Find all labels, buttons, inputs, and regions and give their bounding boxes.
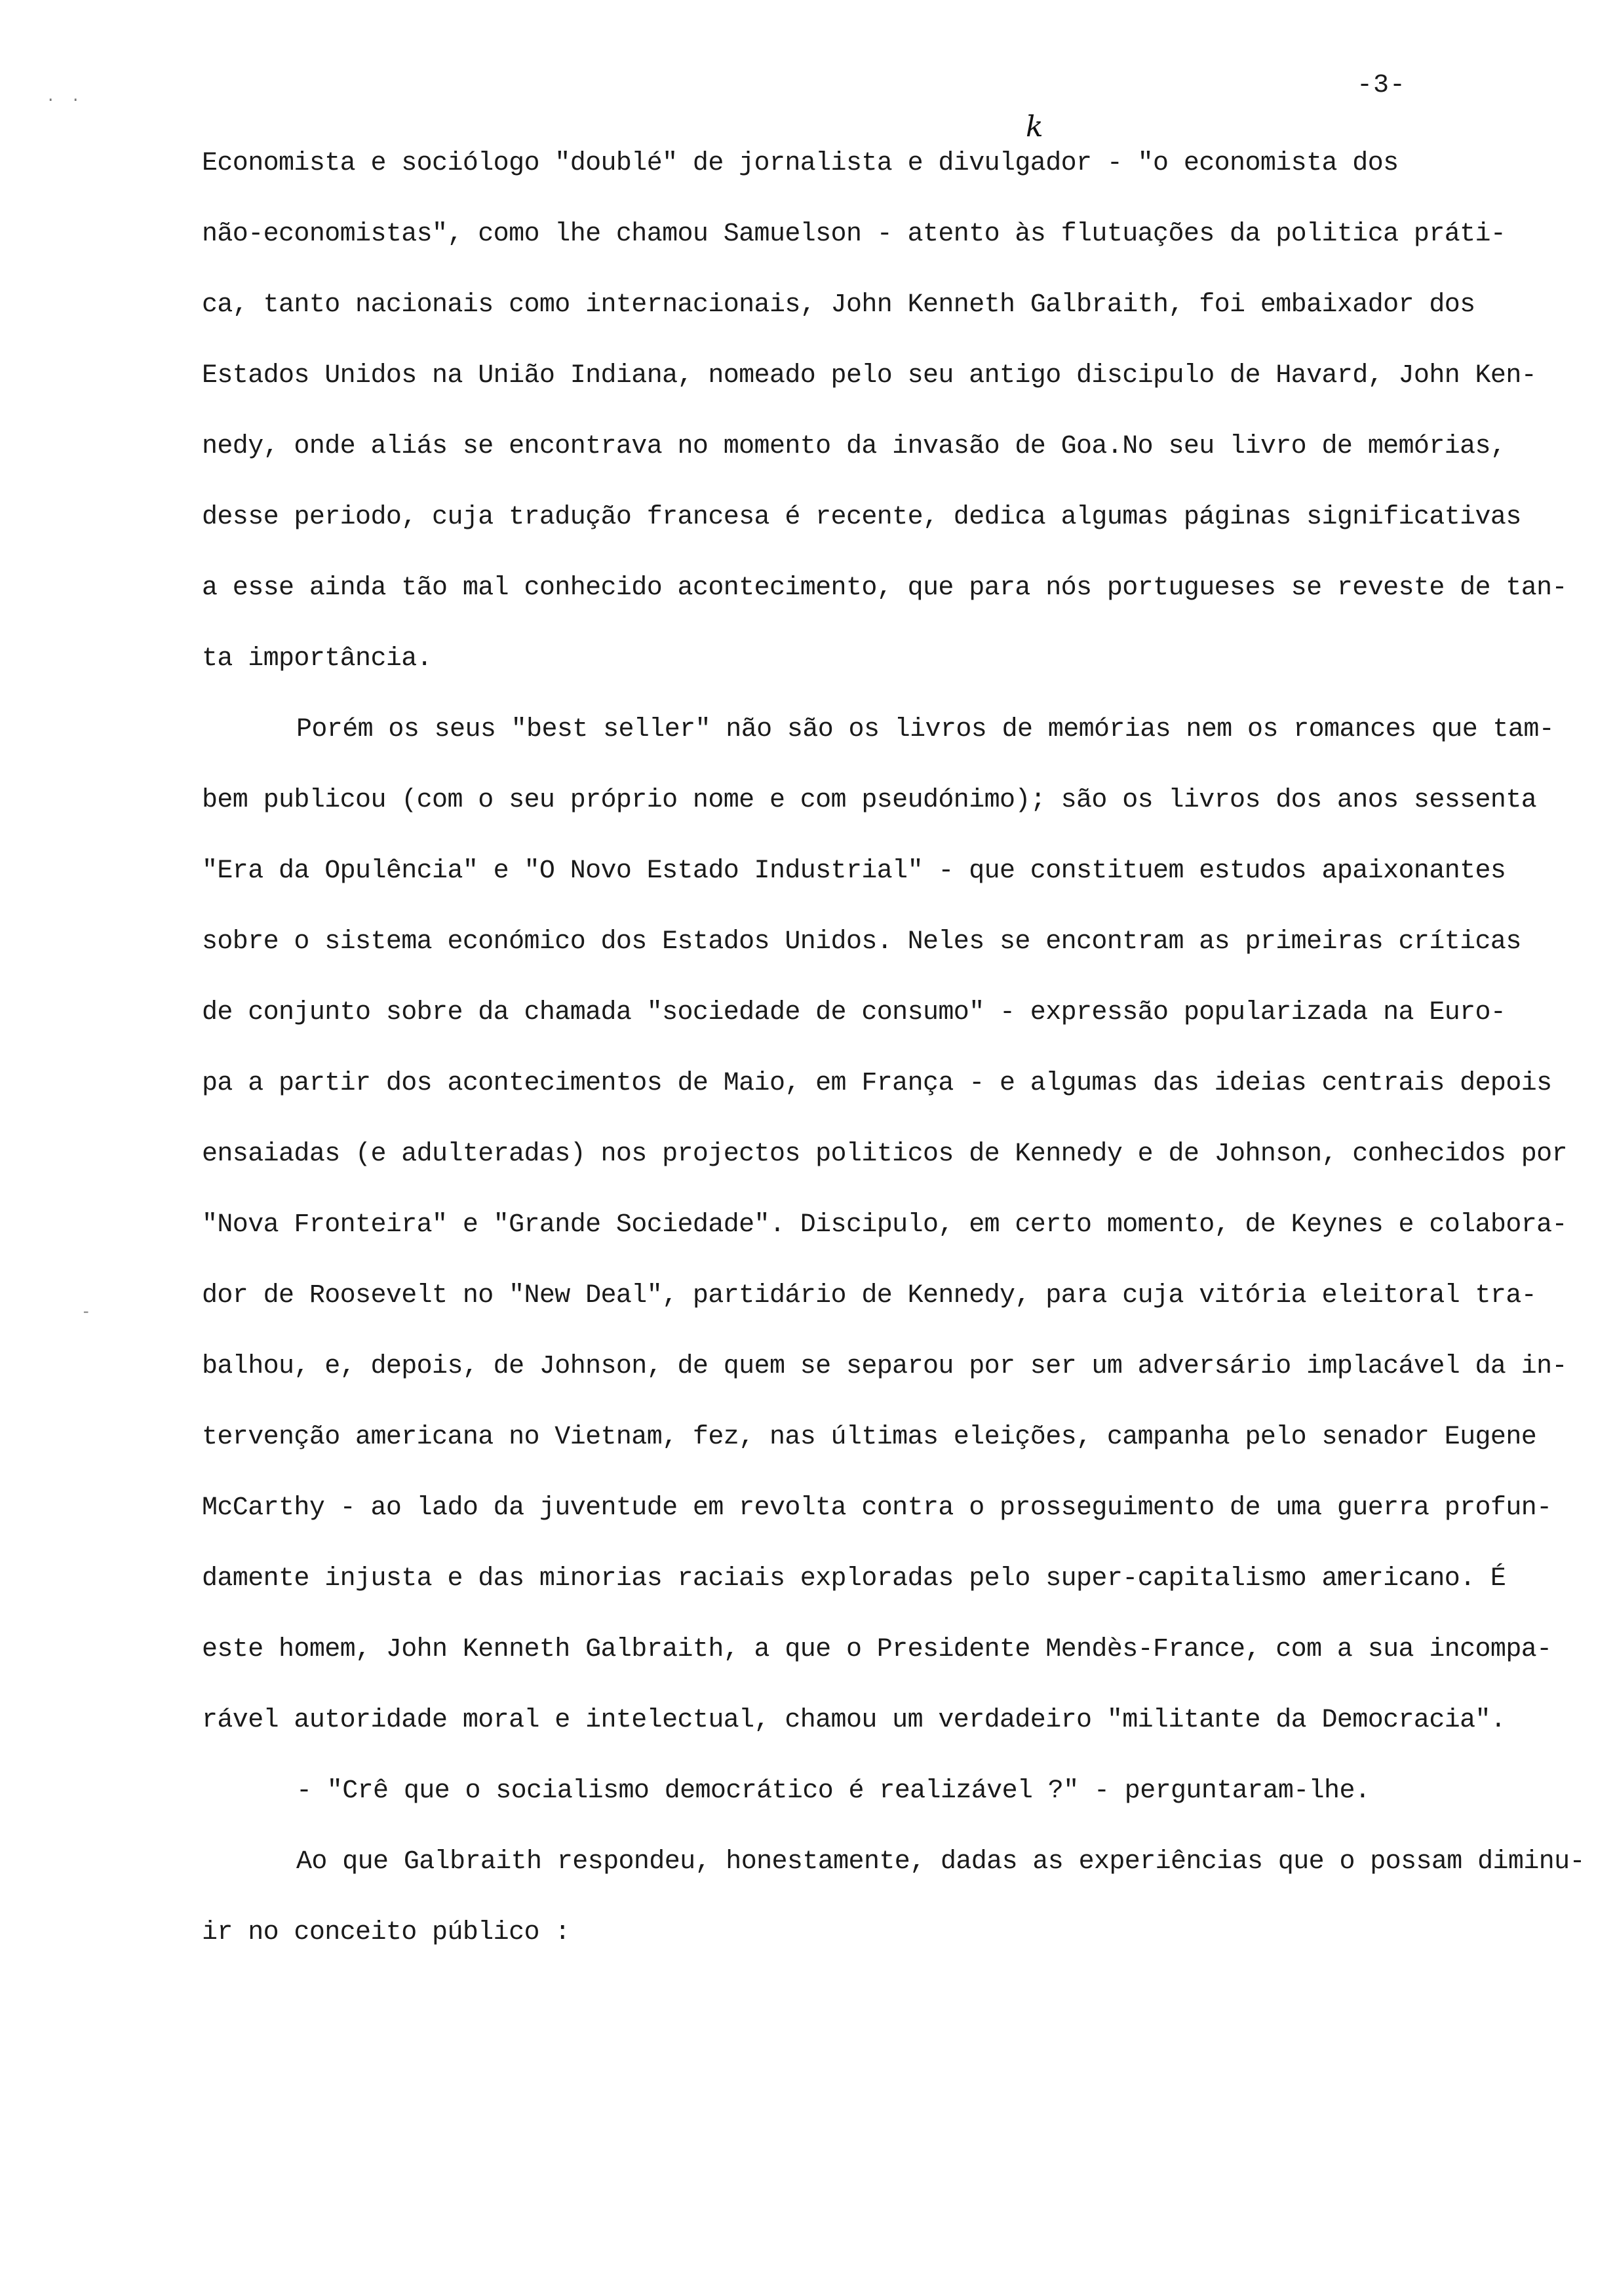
text-line: Economista e sociólogo "doublé" de jornalista e divulgador - "o economista dos [202, 149, 1399, 178]
margin-dash: - [81, 1304, 91, 1322]
text-line: não-economistas", como lhe chamou Samuelson - atento às flutuações da politica práti- [202, 220, 1506, 249]
text-line: ir no conceito público : [202, 1918, 570, 1947]
text-line: tervenção americana no Vietnam, fez, nas últimas eleições, campanha pelo senador Eugene [202, 1423, 1537, 1452]
body-text [202, 128, 1585, 1968]
text-line: a esse ainda tão mal conhecido acontecimento, que para nós portugueses se reveste de tan- [202, 573, 1567, 603]
text-line: pa a partir dos acontecimentos de Maio, em França - e algumas das ideias centrais depois [202, 1069, 1552, 1098]
text-line: desse periodo, cuja tradução francesa é recente, dedica algumas páginas significativas [202, 503, 1521, 532]
text-line: balhou, e, depois, de Johnson, de quem se separou por ser um adversário implacável da in- [202, 1352, 1567, 1381]
text-line: ensaiadas (e adulteradas) nos projectos politicos de Kennedy e de Johnson, conhecidos por [202, 1139, 1567, 1169]
text-line: este homem, John Kenneth Galbraith, a que o Presidente Mendès-France, com a sua incompa- [202, 1635, 1552, 1664]
margin-speck: · [46, 92, 56, 109]
text-line: sobre o sistema económico dos Estados Unidos. Neles se encontram as primeiras críticas [202, 927, 1521, 957]
text-line: bem publicou (com o seu próprio nome e com pseudónimo); são os livros dos anos sessenta [202, 786, 1537, 815]
text-line: "Nova Fronteira" e "Grande Sociedade". Discipulo, em certo momento, de Keynes e colabora- [202, 1210, 1567, 1240]
text-line: ca, tanto nacionais como internacionais, John Kenneth Galbraith, foi embaixador dos [202, 290, 1475, 320]
text-line: Ao que Galbraith respondeu, honestamente, dadas as experiências que o possam diminu- [296, 1847, 1585, 1877]
text-line: rável autoridade moral e intelectual, chamou um verdadeiro "militante da Democracia". [202, 1706, 1506, 1735]
margin-speck: · [71, 92, 81, 109]
text-line: Estados Unidos na União Indiana, nomeado pelo seu antigo discipulo de Havard, John Ken- [202, 361, 1537, 391]
text-line: "Era da Opulência" e "O Novo Estado Industrial" - que constituem estudos apaixonantes [202, 856, 1506, 886]
text-line: McCarthy - ao lado da juventude em revolta contra o prosseguimento de uma guerra profun- [202, 1493, 1552, 1523]
text-line: dor de Roosevelt no "New Deal", partidário de Kennedy, para cuja vitória eleitoral tra- [202, 1281, 1537, 1311]
page-number: -3- [1357, 71, 1407, 100]
text-line: - "Crê que o socialismo democrático é realizável ?" - perguntaram-lhe. [296, 1776, 1371, 1806]
text-line: damente injusta e das minorias raciais exploradas pelo super-capitalismo americano. É [202, 1564, 1506, 1594]
text-line: de conjunto sobre da chamada "sociedade de consumo" - expressão popularizada na Euro- [202, 998, 1506, 1027]
text-line: Porém os seus "best seller" não são os livros de memórias nem os romances que tam- [296, 715, 1555, 744]
text-line: ta importância. [202, 644, 433, 674]
handwritten-insert: k [1026, 110, 1043, 144]
text-line: nedy, onde aliás se encontrava no momento da invasão de Goa.No seu livro de memórias, [202, 432, 1506, 461]
